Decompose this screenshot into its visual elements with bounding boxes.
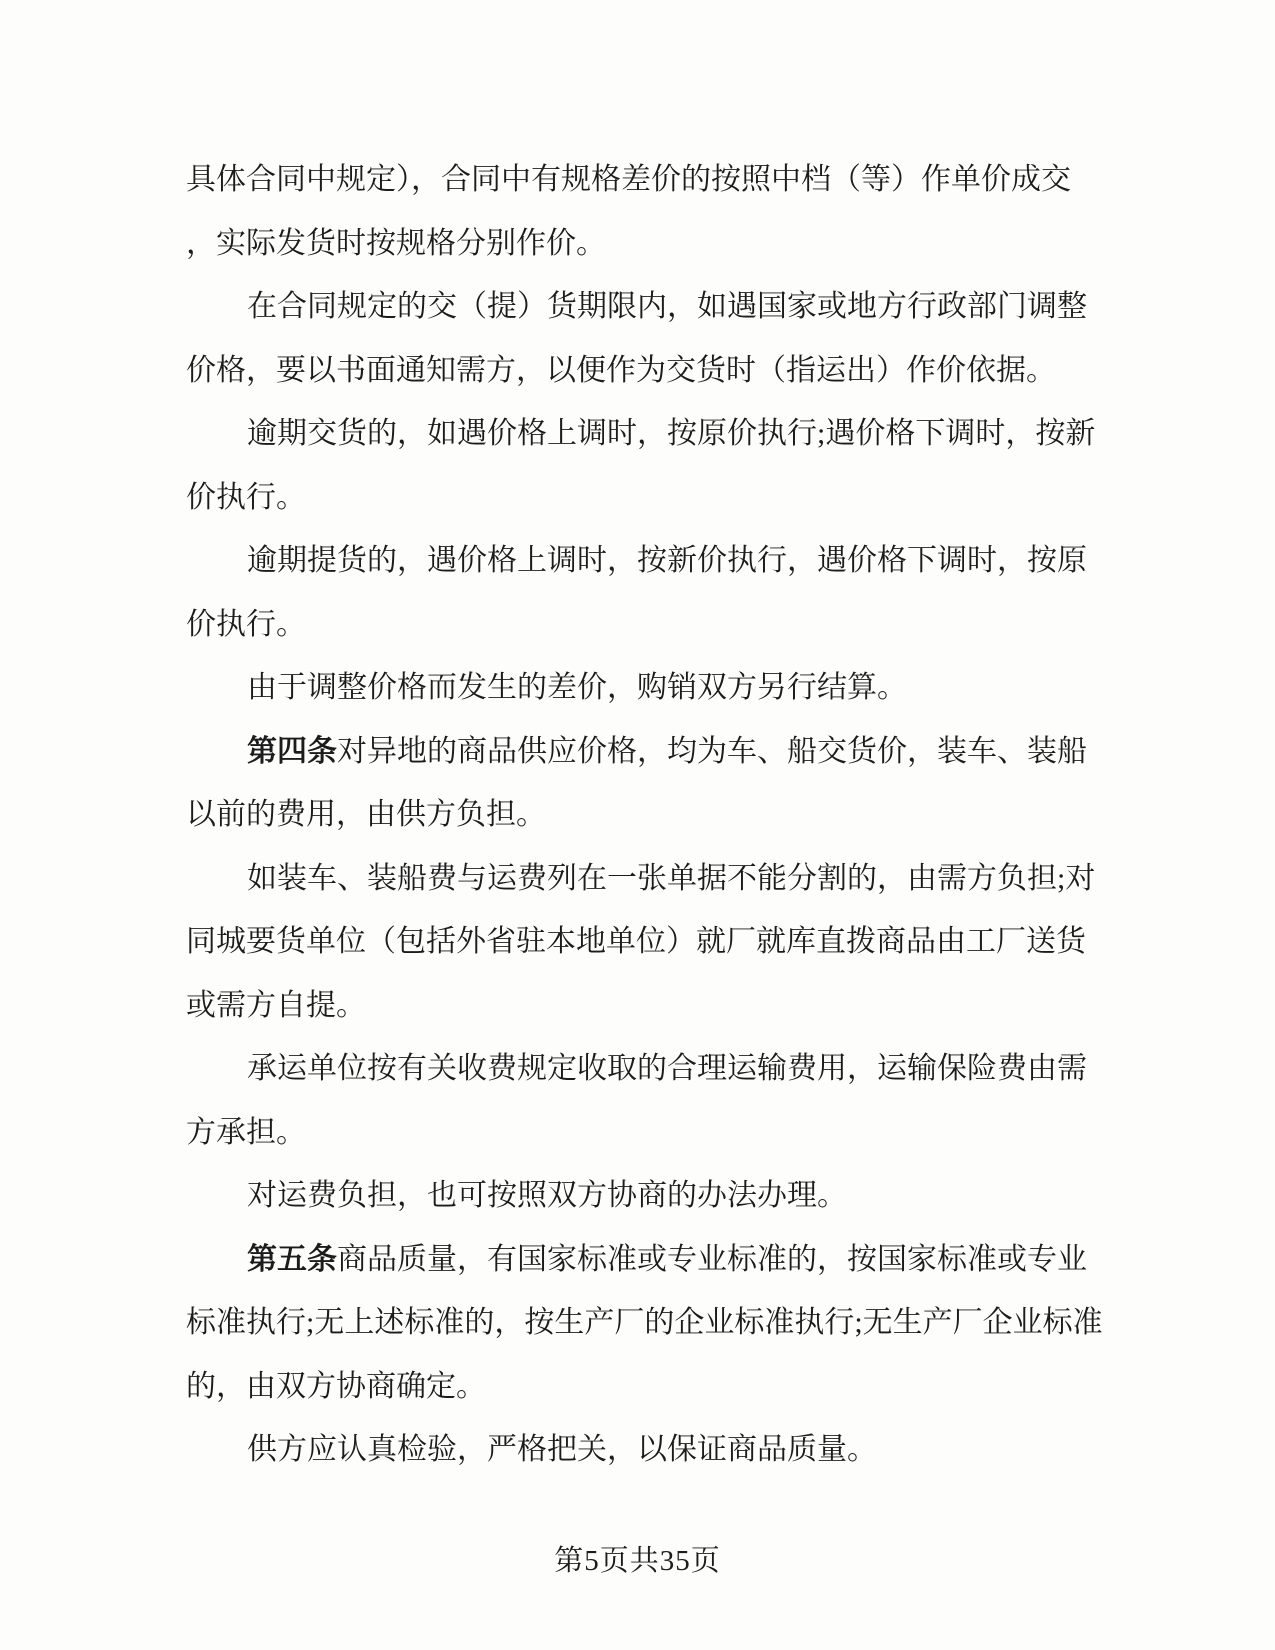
page-number: 第5页共35页: [554, 1545, 721, 1577]
text-line: 在合同规定的交（提）货期限内，如遇国家或地方行政部门调整: [247, 290, 1087, 323]
text-line: 方承担。: [186, 1115, 306, 1149]
text-line: 价格，要以书面通知需方，以便作为交货时（指运出）作价依据。: [186, 353, 1056, 387]
text-line: 第四条对异地的商品供应价格，均为车、船交货价，装车、装船: [247, 734, 1087, 768]
text-line: 如装车、装船费与运费列在一张单据不能分割的，由需方负担;对: [247, 861, 1096, 895]
text-line: 以前的费用，由供方负担。: [186, 798, 546, 831]
clause-number: 第四条: [247, 734, 337, 768]
text-line: 逾期提货的，遇价格上调时，按新价执行，遇价格下调时，按原: [247, 544, 1087, 577]
document-body: [186, 148, 1103, 1482]
text-line: 标准执行;无上述标准的，按生产厂的企业标准执行;无生产厂企业标准: [186, 1306, 1103, 1339]
page-footer: [0, 1538, 1275, 1579]
text-line: 或需方自提。: [186, 988, 366, 1022]
text-line: 第五条商品质量，有国家标准或专业标准的，按国家标准或专业: [247, 1242, 1087, 1276]
text-line: ，实际发货时按规格分别作价。: [186, 226, 606, 260]
text-line: 同城要货单位（包括外省驻本地单位）就厂就库直拨商品由工厂送货: [186, 925, 1086, 958]
text-line: 供方应认真检验，严格把关，以保证商品质量。: [247, 1433, 877, 1466]
text-line: 具体合同中规定），合同中有规格差价的按照中档（等）作单价成交: [186, 163, 1071, 196]
text-line: 价执行。: [186, 480, 306, 514]
text-line: 承运单位按有关收费规定收取的合理运输费用，运输保险费由需: [247, 1052, 1087, 1085]
text-line: 价执行。: [186, 607, 306, 641]
text-line: 对运费负担，也可按照双方协商的办法办理。: [247, 1179, 847, 1212]
text-line: 由于调整价格而发生的差价，购销双方另行结算。: [247, 671, 907, 704]
text-line: 逾期交货的，如遇价格上调时，按原价执行;遇价格下调时，按新: [247, 417, 1096, 450]
clause-number: 第五条: [247, 1242, 337, 1276]
text-line: 的，由双方协商确定。: [186, 1369, 486, 1403]
